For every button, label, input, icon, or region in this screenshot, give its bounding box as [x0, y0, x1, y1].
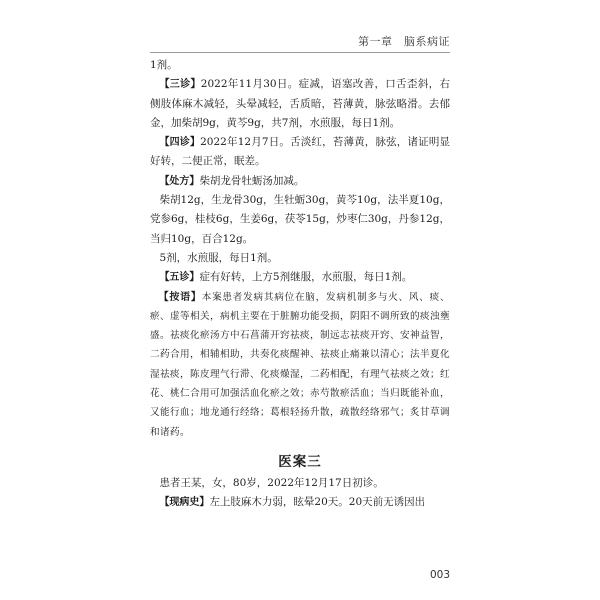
page-body [150, 56, 450, 513]
paragraph-dosage: 5剂，水煎服，每日1剂。 [159, 251, 278, 264]
present-history-text: 左上肢麻木力弱，眩晕20天。20天前无诱因出 [209, 496, 426, 509]
fourth-visit-text: 2022年12月7日。舌淡红，苔薄黄，脉弦，诸证明显好转，二便正常，眠差。 [150, 136, 450, 168]
paragraph-continuation: 1剂。 [150, 59, 178, 71]
paragraph-herbs: 柴胡12g，生龙骨30g，生牡蛎30g，黄芩10g，法半夏10g，党参6g，桂枝6g，生姜6g，茯苓15g，炒枣仁30g，丹参12g，当归10g，百合12g。 [150, 194, 450, 245]
paragraph-present-history [150, 493, 450, 512]
paragraph-commentary [150, 288, 450, 442]
paragraph-prescription [150, 172, 450, 191]
fifth-visit-tag: 【五诊】 [159, 272, 200, 284]
paragraph-fifth-visit [150, 268, 450, 287]
third-visit-tag: 【三诊】 [159, 79, 201, 91]
case-three-title: 医案三 [278, 453, 322, 470]
page-number: 003 [429, 569, 450, 581]
fourth-visit-tag: 【四诊】 [159, 137, 201, 149]
prescription-text: 柴胡龙骨牡蛎汤加减。 [199, 174, 305, 187]
chapter-title: 第一章 脑系病证 [358, 35, 450, 48]
page-header [150, 0, 450, 54]
paragraph-third-visit [150, 75, 450, 133]
prescription-tag: 【处方】 [159, 175, 200, 187]
fifth-visit-text: 症有好转，上方5剂继服，水煎服，每日1剂。 [199, 271, 413, 284]
commentary-text: 本案患者发病其病位在脑，发病机制多与火、风、痰、瘀、虚等相关，病机主要在于脏腑功能受损，阴阳不调所致的痰浊壅盛。祛痰化瘀汤方中石菖蒲开窍祛痰，制远志祛痰开窍、安神益智，二药合用，相辅相助，共奏化痰醒神、祛痰止痛兼以清心；法半夏化湿祛痰，陈皮理气行滞、化痰燥湿，二药相配，有理气祛痰之效；红花、桃仁合用可加强活血化瘀之效；赤芍散瘀活血；当归既能补血，又能行血；地龙通行经络；葛根轻扬升散，疏散经络邪气；炙甘草调和诸药。 [150, 291, 450, 438]
commentary-tag: 【按语】 [158, 291, 202, 303]
present-history-tag: 【现病史】 [159, 497, 210, 509]
header-divider [150, 52, 450, 53]
third-visit-text: 2022年11月30日。症减，语塞改善，口舌歪斜，右侧肢体麻木减轻，头晕减轻，舌质暗，苔薄黄，脉弦略滑。去郁金，加柴胡9g，黄芩9g，共7剂，水煎服，每日1剂。 [150, 78, 450, 129]
paragraph-fourth-visit [150, 133, 450, 172]
paragraph-case-intro: 患者王某，女，80岁，2022年12月17日初诊。 [159, 476, 384, 489]
